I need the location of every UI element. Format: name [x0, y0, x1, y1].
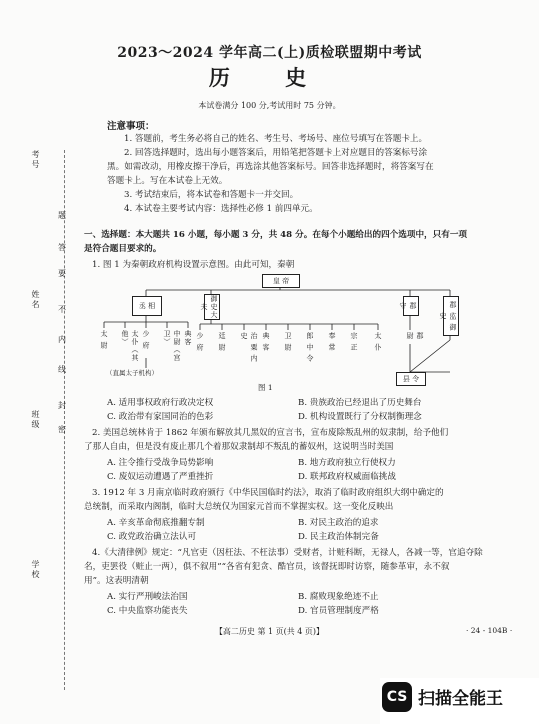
seal-char: 题: [58, 211, 66, 220]
diagram-county-magistrate: 县 令: [396, 372, 426, 386]
exam-title: 2023～2024 学年高二(上)质检联盟期中考试: [117, 45, 422, 61]
margin-label-exam-number: 考号: [31, 150, 40, 170]
subject-title: 历 史: [208, 65, 331, 90]
binding-line: [64, 150, 65, 690]
q4-option-a: A. 实行严刑峻法治国: [107, 592, 188, 602]
diagram-left-child: 太仆（其他）: [121, 330, 139, 362]
diagram-emperor: 皇 帝: [262, 274, 300, 288]
q4-option-d: D. 官员管理制度严格: [298, 606, 379, 616]
diagram-note: （直属太子机构）: [106, 369, 158, 377]
notice-item: 2. 回答选择题时，选出每小题答案后，用铅笔把答题卡上对应题目的答案标号涂: [124, 148, 428, 158]
diagram-minister: 郎 中 令: [306, 332, 314, 363]
q2-stem-cont: 了那人自由，但是没有废止那几个着那奴隶制却不叛乱的蓄奴州，这说明当时美国: [84, 442, 394, 452]
diagram-left-child: 典客: [184, 330, 192, 346]
q3-stem-cont: 总统制，而采取内阁制，临时大总统仅为国家元首而不掌握实权。这一变化反映出: [84, 502, 394, 512]
notice-item: 1. 答题前，考生务必将自己的姓名、考生号、考场号、座位号填写在答题卡上。: [124, 134, 428, 144]
diagram-commandery-censor: 郡 监 御 史: [443, 296, 459, 336]
margin-label-school: 学校: [31, 560, 40, 580]
q1-option-d: D. 机构设置既行了分权制衡理念: [298, 412, 422, 422]
diagram-minister: 典 客: [262, 332, 270, 352]
q4-option-b: B. 腐败现象绝迹不止: [298, 592, 379, 602]
diagram-chancellor: 丞 相: [132, 296, 162, 316]
q3-option-c: C. 政党政治确立法认可: [107, 532, 197, 542]
notice-item: 4. 本试卷主要考试内容：选择性必修 1 前四单元。: [124, 204, 318, 214]
q1-option-c: C. 政治带有家国同治的色彩: [107, 412, 214, 422]
margin-label-class: 班级: [31, 410, 40, 430]
q4-stem-cont: 名，吏罢役（赃止一两），俱不叙用”“各省有犯贪、酷官员，该督抚即时访察，随参革审，永不叙: [84, 562, 450, 572]
diagram-minister: 宗 正: [350, 332, 358, 352]
page-footer: 【高二历史 第 1 页(共 4 页)】: [214, 627, 325, 636]
diagram-minister: 卫 尉: [284, 332, 292, 352]
camscanner-logo-icon: CS: [382, 682, 412, 712]
q3-option-b: B. 对民主政治的追求: [298, 518, 379, 528]
paper-code: · 24 - 104B ·: [466, 626, 513, 635]
notice-item: 黑。如需改动，用橡皮擦干净后，再选涂其他答案标号。回答非选择题时，将答案写在: [107, 162, 434, 172]
q2-option-a: A. 注令推行受战争局势影响: [107, 458, 214, 468]
diagram-commandery-commandant: 郡 尉: [406, 332, 424, 340]
section-heading-cont: 是符合题目要求的。: [84, 244, 162, 254]
diagram-minister: 奉 常: [328, 332, 336, 352]
diagram-minister: 太 仆: [374, 332, 382, 352]
diagram-minister: 廷 尉: [218, 332, 226, 352]
q2-option-d: D. 联邦政府权威面临挑战: [298, 472, 396, 482]
diagram-left-child: 太 尉: [100, 330, 108, 350]
camscanner-label: 扫描全能王: [418, 689, 503, 709]
seal-char: 答: [58, 243, 66, 252]
figure-caption: 图 1: [258, 383, 273, 392]
diagram-prefect: 郡 守: [403, 296, 419, 316]
q1-option-b: B. 贵族政治已经退出了历史舞台: [298, 398, 422, 408]
q4-stem-cont: 用”。这表明清朝: [84, 576, 149, 586]
margin-label-name: 姓名: [31, 290, 40, 310]
diagram-censor: 御史大夫: [200, 295, 218, 319]
seal-char: 不: [58, 305, 66, 314]
notice-heading: 注意事项：: [107, 121, 155, 132]
diagram-minister: 少 府: [196, 332, 204, 352]
seal-char: 要: [58, 269, 66, 278]
diagram-left-child: 少 府: [142, 330, 150, 350]
q4-stem: 4.《大清律例》规定：“凡官吏（因枉法、不枉法事）受财者，计赃科断，无禄人，各减一等，官追夺除: [92, 548, 483, 558]
q3-option-a: A. 辛亥革命彻底推翻专制: [107, 518, 205, 528]
q1-option-a: A. 适用事权政府行政决定权: [107, 398, 214, 408]
notice-item: 答题卡上。写在本试卷上无效。: [107, 176, 228, 186]
q3-option-d: D. 民主政治体制完备: [298, 532, 379, 542]
q2-stem: 2. 美国总统林肯于 1862 年颁布解放其几黑奴的宣言书，宣布废除叛乱州的奴隶制，给予他们: [92, 428, 449, 438]
q4-option-c: C. 中央监察功能丧失: [107, 606, 188, 616]
notice-item: 3. 考试结束后，将本试卷和答题卡一并交回。: [124, 190, 299, 200]
seal-char: 封: [58, 401, 66, 410]
diagram-left-child: 中尉（宫卫）: [163, 330, 181, 362]
q2-option-c: C. 废奴运动遭遇了严重挫折: [107, 472, 214, 482]
q3-stem: 3. 1912 年 3 月南京临时政府颁行《中华民国临时约法》，取消了临时政府组织大纲中确定的: [92, 488, 444, 498]
seal-char: 内: [58, 335, 66, 344]
score-note: 本试卷满分 100 分,考试用时 75 分钟。: [198, 101, 341, 110]
q2-option-b: B. 地方政府独立行使权力: [298, 458, 396, 468]
seal-char: 密: [58, 425, 66, 434]
diagram-minister: 治 粟 内 史: [240, 332, 258, 363]
section-heading: 一、选择题：本大题共 16 小题，每小题 3 分，共 48 分。在每个小题给出的四个选项中，只有一项: [84, 230, 468, 240]
question-1-stem: 1. 图 1 为秦朝政府机构设置示意图。由此可知，秦朝: [92, 260, 295, 270]
seal-char: 线: [58, 365, 66, 374]
